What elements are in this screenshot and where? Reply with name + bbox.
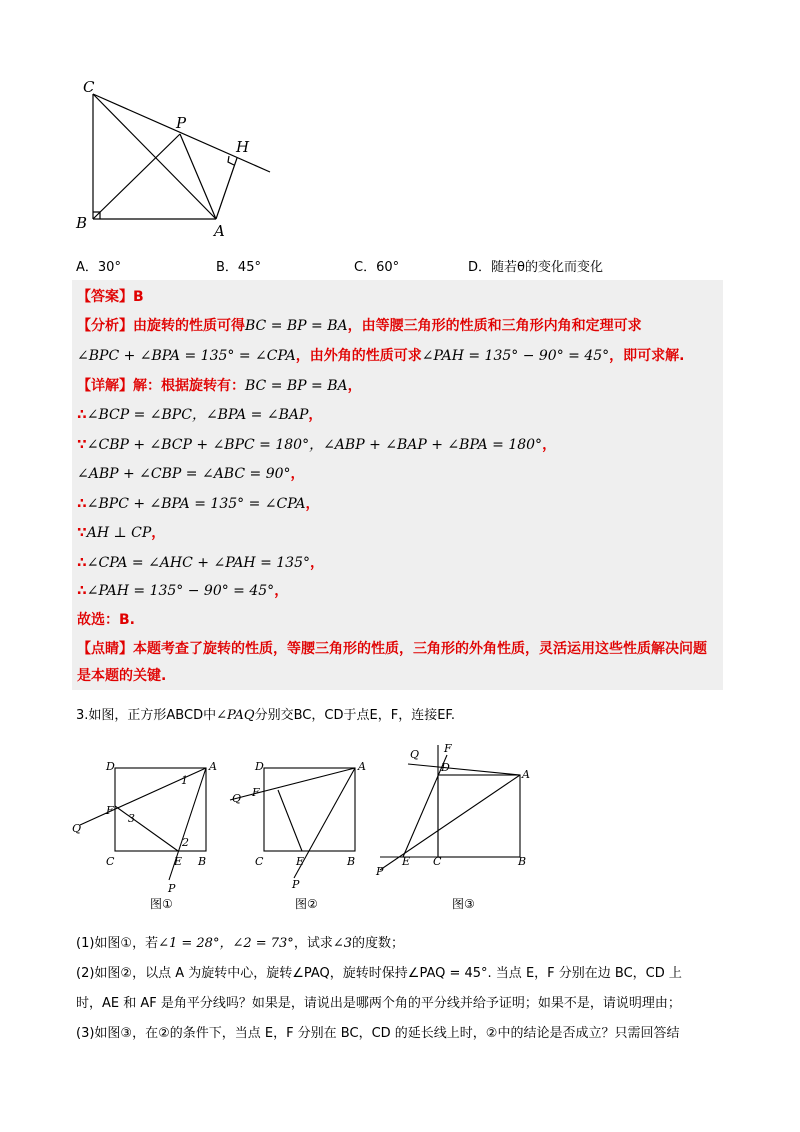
svg-text:E: E	[174, 855, 183, 868]
svg-text:Q: Q	[232, 792, 242, 805]
svg-text:E: E	[402, 855, 411, 868]
step-7: ∴∠PAH = 135° − 90° = 45°，	[77, 583, 289, 599]
choice-b: B．45°	[216, 260, 261, 275]
label-A: A	[214, 222, 225, 240]
detail-intro: 【详解】解：根据旋转有：BC = BP = BA，	[77, 378, 362, 394]
question-3-part-2-line-2: 时，AE 和 AF 是角平分线吗？如果是，请说出是哪两个角的平分线并给予证明；如果不是，请说明理由；	[76, 996, 681, 1011]
question-3-part-2-line-1: (2)如图②，以点 A 为旋转中心，旋转∠PAQ，旋转时保持∠PAQ = 45°. 当点 E，F 分别在边 BC，CD 上	[76, 966, 682, 981]
svg-text:D: D	[441, 761, 450, 774]
svg-text:C: C	[106, 855, 115, 868]
question-3-figures	[70, 740, 550, 915]
svg-text:P: P	[292, 878, 300, 891]
analysis-line-1: 【分析】由旋转的性质可得BC = BP = BA，由等腰三角形的性质和三角形内角和定理可求	[77, 318, 642, 334]
step-6: ∴∠CPA = ∠AHC + ∠PAH = 135°，	[77, 555, 324, 571]
svg-text:D: D	[106, 760, 115, 773]
step-5: ∵AH ⊥ CP，	[77, 525, 166, 541]
step-4: ∴∠BPC + ∠BPA = 135° = ∠CPA，	[77, 496, 320, 512]
step-1: ∴∠BCP = ∠BPC，∠BPA = ∠BAP，	[77, 407, 323, 423]
label-P: P	[176, 114, 187, 132]
svg-text:C: C	[433, 855, 442, 868]
analysis-line-2: ∠BPC + ∠BPA = 135° = ∠CPA，由外角的性质可求∠PAH = 135° − 90° = 45°，即可求解.	[77, 348, 685, 364]
question-3-stem: 3.如图，正方形ABCD中∠PAQ分别交BC，CD于点E，F，连接EF.	[76, 708, 455, 723]
svg-text:B: B	[347, 855, 356, 868]
svg-text:E: E	[296, 855, 305, 868]
svg-text:2: 2	[182, 836, 189, 849]
label-C: C	[83, 78, 95, 96]
question-3-part-3-line-1: (3)如图③，在②的条件下，当点 E，F 分别在 BC，CD 的延长线上时，②中的结论是否成立？只需回答结	[76, 1026, 680, 1041]
step-3: ∠ABP + ∠CBP = ∠ABC = 90°，	[77, 466, 305, 482]
svg-text:P: P	[168, 882, 176, 895]
answer-explanation	[72, 280, 723, 690]
comment-line-1: 【点睛】本题考查了旋转的性质，等腰三角形的性质，三角形的外角性质，灵活运用这些性质解决问题	[77, 641, 707, 657]
answer-choices	[76, 256, 726, 278]
svg-text:A: A	[522, 768, 530, 781]
svg-text:B: B	[518, 855, 527, 868]
svg-text:Q: Q	[410, 748, 420, 761]
question-3-part-1: (1)如图①，若∠1 = 28°，∠2 = 73°，试求∠3的度数；	[76, 936, 405, 951]
comment-line-2: 是本题的关键.	[77, 668, 167, 684]
caption-fig-2: 图②	[295, 897, 318, 911]
svg-text:3: 3	[128, 812, 135, 825]
caption-fig-3: 图③	[452, 897, 475, 911]
label-B: B	[76, 214, 88, 232]
svg-text:C: C	[255, 855, 264, 868]
svg-text:B: B	[198, 855, 207, 868]
svg-text:P: P	[376, 865, 384, 878]
svg-text:A: A	[209, 760, 217, 773]
step-2: ∵∠CBP + ∠BCP + ∠BPC = 180°，∠ABP + ∠BAP + ∠BPA = 180°，	[77, 437, 557, 453]
choice-a: A．30°	[76, 260, 121, 275]
label-H: H	[236, 138, 250, 156]
svg-text:F: F	[444, 742, 452, 755]
svg-text:F: F	[252, 786, 260, 799]
choice-c: C．60°	[354, 260, 400, 275]
svg-text:Q: Q	[72, 822, 82, 835]
svg-text:A: A	[358, 760, 366, 773]
svg-text:1: 1	[181, 774, 188, 787]
answer-line: 【答案】B	[77, 289, 144, 305]
choice-d: D．随若θ的变化而变化	[468, 260, 603, 275]
choose-line: 故选：B.	[77, 612, 135, 628]
caption-fig-1: 图①	[150, 897, 173, 911]
svg-text:F: F	[106, 804, 114, 817]
svg-text:D: D	[255, 760, 264, 773]
rotation-figure	[68, 78, 288, 243]
